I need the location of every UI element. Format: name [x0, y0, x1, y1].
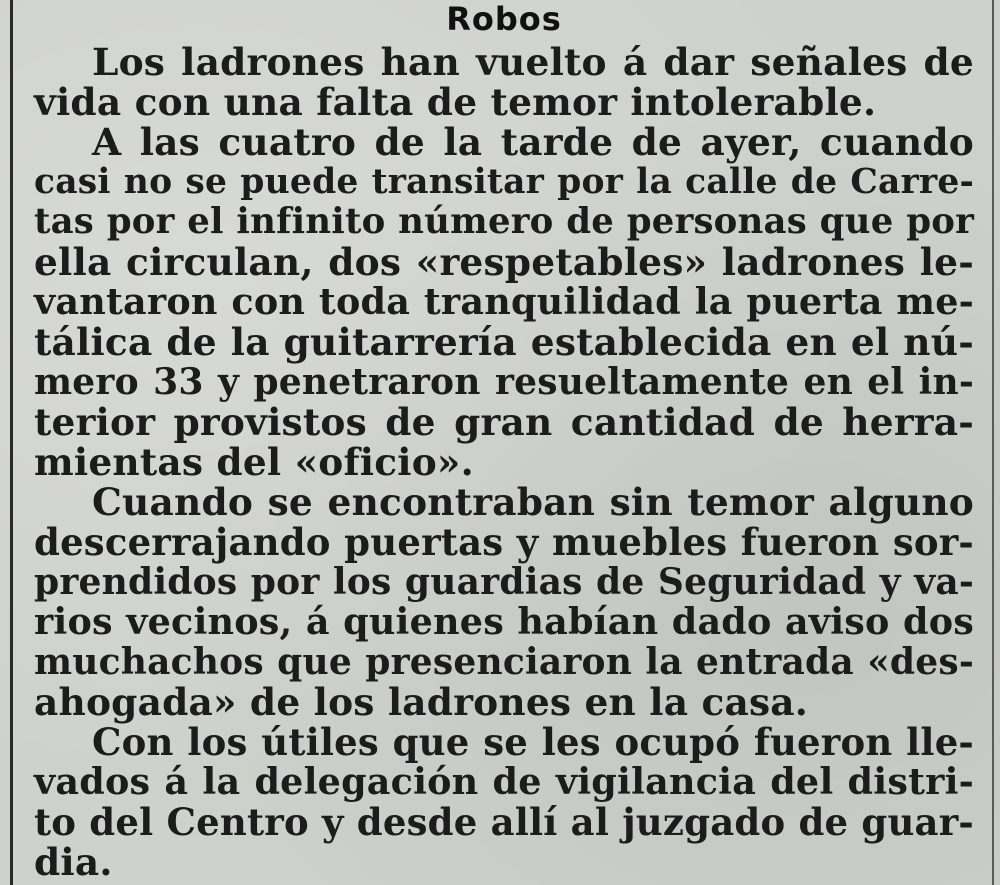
text-line: dia. [34, 840, 113, 884]
text-line: mientas del «oficio». [34, 440, 474, 484]
text-line: Los ladrones han vuelto á dar señales de [92, 40, 974, 84]
text-line: tas por el infinito número de personas que por [34, 201, 974, 242]
text-line: vantaron con toda tranquilidad la puerta me- [34, 280, 974, 323]
text-line: vados á la delegación de vigilancia del distri- [34, 760, 974, 803]
article [34, 0, 974, 882]
text-line: terior provistos de gran cantidad de herra- [34, 400, 974, 444]
text-line: tálica de la guitarrería establecida en el nú- [34, 320, 974, 364]
text-line: vida con una falta de temor intolerable. [34, 80, 877, 124]
text-line: A las cuatro de la tarde de ayer, cuando [92, 120, 974, 164]
text-line: descerrajando puertas y muebles fueron sor- [34, 520, 974, 564]
article-headline: Robos [446, 0, 562, 38]
text-line: mero 33 y penetraron resueltamente en el in- [34, 361, 974, 403]
text-line: prendidos por los guardias de Seguridad y va- [34, 561, 974, 603]
text-line: ella circulan, dos «respetables» ladrones le- [34, 240, 974, 284]
text-line: to del Centro y desde allí al juzgado de guar- [34, 800, 974, 844]
text-line: Cuando se encontraban sin temor alguno [92, 480, 974, 524]
text-line: casi no se puede transitar por la calle de Carre- [34, 162, 974, 202]
column-rule-right [992, 0, 994, 885]
column-rule-left [10, 0, 13, 885]
text-line: Con los útiles que se les ocupó fueron lle- [92, 720, 974, 764]
text-line: rios vecinos, á quienes habían dado aviso dos [34, 600, 974, 643]
text-line: muchachos que presenciaron la entrada «des- [34, 641, 974, 683]
text-line: ahogada» de los ladrones en la casa. [34, 680, 809, 724]
article-body [34, 42, 974, 882]
